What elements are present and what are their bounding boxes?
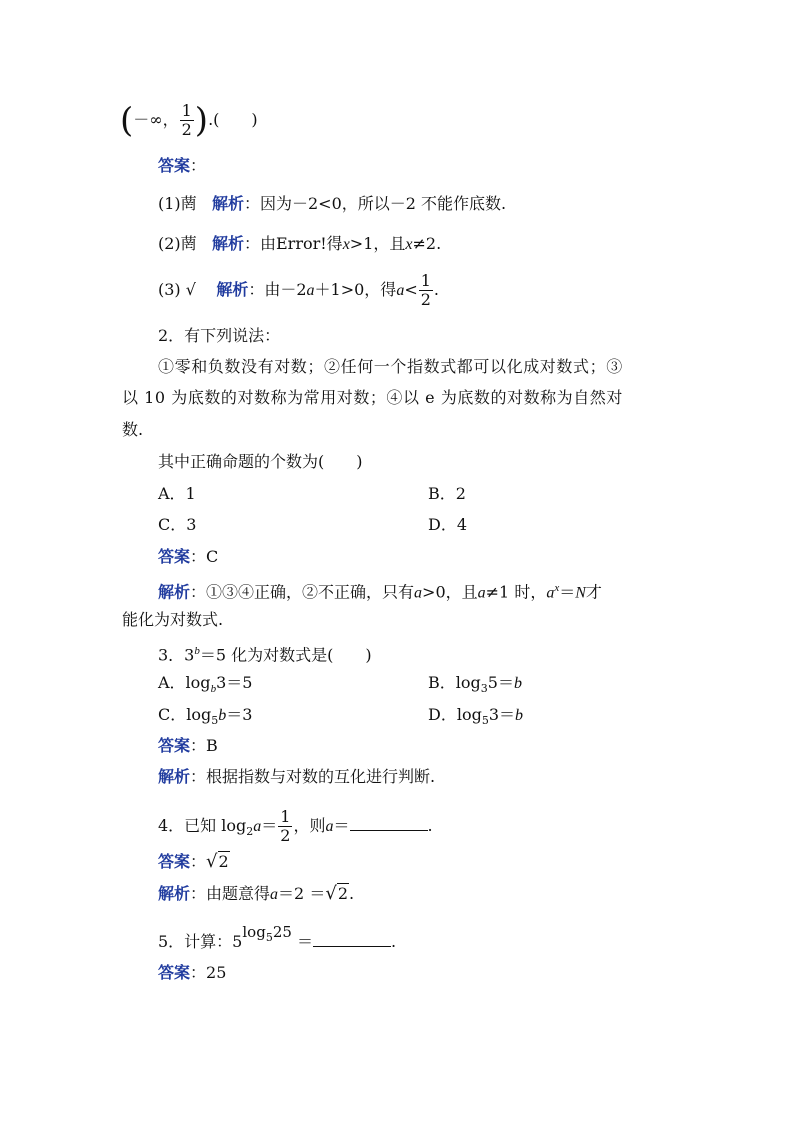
q4-analysis-radicand: 2 — [337, 884, 348, 903]
item-2-colon: ： — [243, 234, 260, 253]
q4-answer-radicand: 2 — [218, 852, 229, 871]
q4-tail: . — [427, 816, 433, 835]
q2-option-d: D．4 — [428, 515, 468, 534]
q3-opt-c-post: ＝3 — [226, 705, 253, 724]
q3-answer-value: B — [206, 736, 218, 755]
q3-analysis — [158, 767, 435, 787]
q2-para-line-1: ①零和负数没有对数；②任何一个指数式都可以化成对数式；③ — [158, 357, 623, 376]
item-3-text-b: ＋1>0，得 — [314, 280, 397, 299]
q2-answer — [158, 547, 218, 567]
q4-analysis-radical: √ — [325, 883, 337, 904]
q3-opt-c-pre: C．log — [158, 705, 212, 724]
item-2-var: x — [342, 236, 350, 253]
item-3-denominator: 2 — [420, 290, 431, 309]
q3-answer-label: 答案 — [158, 736, 191, 755]
q3-opt-b-pre: B．log — [428, 673, 481, 692]
q4-answer — [158, 852, 230, 872]
q4-analysis-colon: ： — [190, 884, 207, 903]
q5-answer — [158, 963, 226, 983]
q2-analysis-d: ＝ — [559, 582, 576, 602]
q3-opt-b-post: 5＝ — [487, 673, 514, 692]
q4-analysis — [158, 884, 354, 905]
item-2-var2: x — [405, 236, 413, 253]
item-2-mark: 菵 — [180, 234, 197, 253]
item-3-mark: √ — [185, 280, 196, 299]
q5-sup-sub: 5 — [265, 931, 273, 944]
q2-var-n: N — [575, 584, 586, 602]
item-1-mark: 菵 — [180, 194, 197, 213]
q3-stem-b: ＝5 化为对数式是( ) — [199, 645, 372, 665]
q3-answer — [158, 736, 218, 756]
q2-analysis-label: 解析 — [158, 582, 191, 602]
q2-analysis-c: ≠1 时， — [485, 582, 547, 602]
neg-infinity: －∞， — [133, 110, 179, 129]
q4-analysis-var: a — [270, 886, 279, 903]
answer-label: 答案 — [158, 156, 191, 175]
item-3-fraction — [419, 272, 433, 309]
q2-var-a: a — [414, 584, 423, 602]
q3-analysis-text: 根据指数与对数的互化进行判断. — [206, 767, 436, 786]
q3-option-d — [428, 705, 523, 731]
q3-opt-d-post: 3＝ — [488, 705, 516, 724]
q3-opt-c-sub: 5 — [211, 714, 219, 728]
q5-stem — [158, 923, 397, 958]
q4-numerator: 1 — [280, 807, 291, 826]
q5-sup-log: log — [242, 923, 266, 941]
q2-answer-colon: ： — [190, 547, 207, 566]
q2-answer-label: 答案 — [158, 547, 191, 566]
q4-stem-a: 4．已知 log — [158, 816, 247, 835]
item-2 — [158, 234, 441, 255]
item-3-text-c: < — [404, 280, 418, 299]
q2-analysis-colon: ： — [190, 582, 207, 602]
q5-exponent — [242, 923, 292, 944]
interval-tail: .( ) — [208, 110, 258, 129]
q2-analysis-b: >0，且 — [422, 582, 478, 602]
q4-answer-colon: ： — [190, 852, 207, 871]
item-3-text-a: 由－2 — [264, 280, 307, 299]
q2-analysis-a: ①③④正确，②不正确，只有 — [206, 582, 415, 602]
q4-var2: a — [325, 818, 334, 835]
q4-sub: 2 — [246, 825, 254, 839]
q3-analysis-colon: ： — [190, 767, 207, 786]
q3-opt-b-sub: 3 — [480, 682, 488, 696]
item-2-text-a: 由Error!得 — [259, 234, 343, 253]
q4-denominator: 2 — [280, 826, 291, 845]
q5-answer-blank — [313, 932, 391, 947]
q4-stem-c: ＝ — [333, 816, 350, 835]
item-3 — [158, 272, 439, 309]
q4-answer-radical: √ — [206, 851, 218, 872]
q3-option-c — [158, 705, 252, 731]
q4-analysis-label: 解析 — [158, 884, 191, 903]
q5-stem-b: ＝ — [297, 932, 314, 951]
q3-opt-d-pre: D．log — [428, 705, 482, 724]
q3-answer-colon: ： — [190, 736, 207, 755]
q3-option-b — [428, 673, 522, 699]
q3-opt-a-sub: b — [210, 683, 217, 696]
item-3-numerator: 1 — [420, 271, 431, 290]
item-3-var2: a — [396, 282, 405, 299]
item-3-var: a — [306, 282, 315, 299]
q3-analysis-label: 解析 — [158, 767, 191, 786]
item-1-colon: ： — [243, 194, 260, 213]
q2-analysis — [158, 578, 602, 603]
q2-option-c: C．3 — [158, 515, 197, 534]
item-2-analysis-label: 解析 — [211, 234, 244, 253]
q2-sup-x: x — [554, 582, 560, 594]
q2-option-a: A．1 — [158, 484, 196, 503]
q2-stem: 2．有下列说法： — [158, 326, 281, 345]
q4-analysis-sqrt — [325, 884, 349, 904]
fraction-denominator: 2 — [181, 120, 192, 139]
q2-question: 其中正确命题的个数为( ) — [158, 452, 363, 471]
q4-var: a — [253, 818, 262, 835]
q5-sup-tail: 25 — [272, 923, 292, 941]
right-paren: ) — [194, 100, 209, 141]
q2-analysis-line-2: 能化为对数式. — [122, 610, 224, 629]
item-1 — [158, 194, 506, 214]
q5-tail: . — [391, 932, 397, 951]
q5-answer-value: 25 — [206, 963, 227, 982]
item-2-text-b: >1，且 — [349, 234, 406, 253]
item-3-prefix: (3) — [158, 280, 181, 299]
q4-stem-b: ，则 — [293, 816, 326, 835]
item-3-colon: ： — [248, 280, 265, 299]
item-3-tail: . — [433, 280, 439, 299]
q2-option-b: B．2 — [428, 484, 466, 503]
q3-opt-a-post: 3＝5 — [216, 673, 253, 692]
q3-stem-a: 3．3 — [158, 645, 195, 665]
q3-stem — [158, 641, 372, 665]
q3-opt-c-var: b — [218, 707, 227, 724]
answer-colon: ： — [190, 156, 207, 175]
q2-var-a2: a — [477, 584, 486, 602]
item-1-text: 因为－2<0，所以－2 不能作底数. — [259, 194, 507, 213]
q5-answer-label: 答案 — [158, 963, 191, 982]
q4-answer-label: 答案 — [158, 852, 191, 871]
q4-analysis-tail: . — [349, 884, 355, 903]
item-3-analysis-label: 解析 — [216, 280, 249, 299]
q3-opt-d-sub: 5 — [481, 714, 489, 728]
answer-heading — [158, 156, 206, 176]
fraction-numerator: 1 — [181, 101, 192, 120]
fraction-half — [180, 102, 194, 139]
q5-answer-colon: ： — [190, 963, 207, 982]
q3-sup-b: b — [194, 645, 200, 657]
interval-line — [120, 102, 258, 139]
item-1-analysis-label: 解析 — [211, 194, 244, 213]
q4-analysis-a: 由题意得 — [206, 884, 271, 903]
q5-stem-a: 5．计算：5 — [158, 932, 243, 951]
q2-para-line-3: 数. — [122, 420, 144, 439]
q4-stem — [158, 808, 433, 845]
q3-opt-a-pre: A．log — [158, 673, 211, 692]
q4-answer-blank — [350, 816, 428, 831]
q2-para-line-2: 以 10 为底数的对数称为常用对数；④以 e 为底数的对数称为自然对 — [122, 388, 623, 407]
q2-analysis-e: 才 — [585, 582, 602, 602]
q2-var-a3: a — [546, 584, 555, 602]
q2-answer-value: C — [206, 547, 219, 566]
q4-answer-sqrt — [206, 852, 230, 872]
q4-eq: ＝ — [261, 816, 278, 835]
left-paren: ( — [120, 100, 134, 141]
item-2-prefix: (2) — [158, 234, 181, 253]
q3-opt-d-var: b — [515, 707, 524, 724]
item-2-text-c: ≠2. — [412, 234, 442, 253]
q3-option-a — [158, 673, 252, 699]
q3-opt-b-var: b — [513, 675, 522, 692]
item-1-prefix: (1) — [158, 194, 181, 213]
q4-analysis-b: ＝2 ＝ — [278, 884, 326, 903]
q4-fraction — [278, 808, 292, 845]
